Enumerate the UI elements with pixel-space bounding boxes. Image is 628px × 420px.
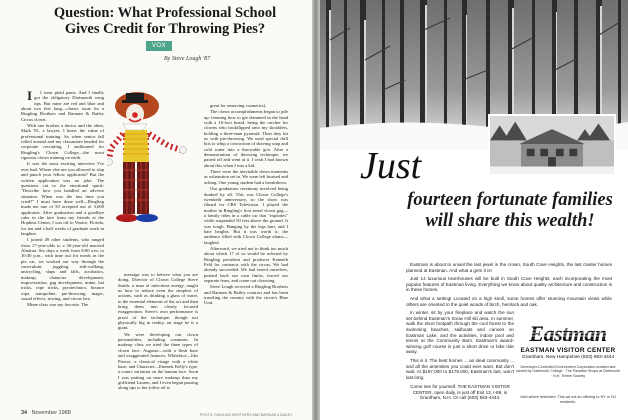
ad-paragraph: Just 14 luxurious townhouses will be built in South Cove Heights, each incorporating the most popular features of Eastman living. Everything we know about quality architecture and construction is in these homes. bbox=[406, 276, 612, 293]
article-paragraph bbox=[21, 90, 104, 122]
article-paragraph: Our graduation ceremony involved being dunked by all. This was Clown College's twentieth anniversary, so the show was filmed for CBS Television. I played the mother in Ringling's first aerial clown gag—a family rides in a cable car that "explodes" while suspended 50 feet above the ground. It was tough. Hanging by the legs hurt, and I hate heights. But it was worth it: the audience filled with Clown College alums—laughed. bbox=[204, 186, 288, 245]
void-notice: Void where restricted. This ad not an offering to NY or NJ residents. bbox=[520, 395, 616, 404]
article-paragraph: great for removing cosmetics). bbox=[210, 103, 267, 108]
article-column-2 bbox=[118, 272, 198, 406]
paragraph-text: I wear plaid pants. And I finally got the obligatory Dartmouth wing tips. But mine are red and blue and about two feet long—classic issue for a Ringling Brothers and Barnum & Bailey Circus clown. bbox=[21, 90, 104, 122]
article-column-1 bbox=[21, 90, 104, 406]
visitor-center-label: EASTMAN VISITOR CENTER bbox=[520, 347, 616, 354]
ad-paragraph: In winter, sit by your fireplace and watch the sun set behind Eastman's Snow Hill ski area. In summer, walk the short footpath through the cool forest to the swimming beaches, sailboats and canoes on Eastman Lake, and the activities, indoor pool and tennis at the Community Barn. Eastman's award-winning golf course is just a short drive or bike ride away. bbox=[406, 310, 514, 355]
article-paragraph: There were the inevitable down moments as exhaustion set in. We were left bruised and aching. One young student had a breakdown. bbox=[204, 169, 288, 185]
page-number: 34 bbox=[21, 410, 28, 416]
article-paragraph: We were developing our clown personalities, including costumes. In makeup class we tried the three types of clown face: Auguste—with a flesh base and exaggerated features; Whiteface—like Pierrot, a classical visage with a white base; and Character—Emmett Kelly's type, a comic variation on the human face. Soon I was putting on more makeup than my girlfriend Lauren, and I even began passing along tips to her (olive oil is bbox=[118, 331, 198, 391]
byline: By Steve Lough '87 bbox=[164, 56, 211, 62]
clown-photo bbox=[107, 90, 195, 272]
ad-paragraph: Eastman is about to unveil the last jewel in the crown, South Cove Heights, the last cluster homes planned at Eastman. And what a gem it is! bbox=[406, 262, 612, 273]
article-paragraph: Afterward, we tried not to think too much about which 17 of us would be selected by Ringling president and producer Kenneth Feld for contracts with the circus. We had already succeeded. We had tested ourselves, pushed back our own limits, forced our separate fears, and come out clowning. bbox=[204, 245, 288, 283]
article-paragraph: I joined 49 other students, who ranged from 17-year-olds to a 36-year-old married Alaskan. Six days a week from 8:00 a.m. to 10:30 p.m., with time out for meals in the pie car, we worked our way through the curriculum: juggling, stilt-walking, unicycling, slaps and falls, acrobatics, makeup, character development, improvisation, gag development, mime, bat tricks, rope tricks, pyrotechnics, bounce rope, trampoline, pie-throwing, magic, sound effects, sewing, and circus lore. bbox=[21, 237, 104, 302]
ad-paragraph: And what a setting! Located on a high knoll, some homes offer stunning mountain views while others are oriented to the quiet woods of birch, hemlock and oak. bbox=[406, 295, 612, 307]
issue-date: November 1988 bbox=[31, 410, 71, 416]
section-tag: VOX bbox=[146, 41, 172, 51]
right-page-advertisement bbox=[320, 0, 628, 420]
ad-callout: Come see for yourself. THE EASTMAN VISITOR CENTER, open daily, is just off Exit 13, I-89, in Grantham, N.H. Or call (603) 863-4444. bbox=[410, 384, 510, 401]
article-column-3 bbox=[204, 103, 288, 406]
ad-headline-just: Just bbox=[360, 145, 422, 187]
page-footer bbox=[21, 410, 71, 416]
visitor-center-address: Grantham, New Hampshire (603) 863-4444 bbox=[521, 355, 615, 360]
article-paragraph: With one brother a doctor and the other, Mark '81, a lawyer, I knew the value of professional training. So when senior fall rolled around and my classmates headed for corporate recruiting, I auditioned for Ringling's Clown College—the most rigorous clown training on earth. bbox=[21, 123, 104, 161]
ad-tagline: fourteen fortunate families will share this wealth! bbox=[407, 190, 613, 231]
article-paragraph: Mime class was my favorite. The bbox=[27, 302, 89, 308]
left-page bbox=[0, 0, 312, 420]
ad-paragraph: This is it. The best homes ... an ideal community ... and all the amenities you could ever want. But don't wait. At $167,000 to $179,000, Eastman's last, won't last long. bbox=[406, 357, 514, 380]
logo-text: Eastman bbox=[529, 322, 607, 346]
photo-credit: PHOTO: RINGLING BROTHERS AND BARNUM & BAILEY bbox=[200, 413, 293, 417]
eastman-logo bbox=[516, 322, 620, 346]
magazine-spine bbox=[312, 0, 320, 420]
developer-credits: Developer-Controlled Environment Corporation created and owned by Dartmouth College · The Paradise Shops at Dartmouth · N.H. Timber Society bbox=[516, 365, 620, 378]
article-headline: Question: What Professional School Gives Credit for Throwing Pies? bbox=[53, 5, 277, 37]
townhouse-photo bbox=[488, 114, 616, 176]
article-paragraph: The clown accomplishments began to pile up: learning how to get slammed in the head with a 16-foot board, being the catcher for clowns who backflipped onto my shoulders, holding a three-man pyramid. Then they hit us with pie-throwing. We used special drill bits to whip a concoction of shaving soap and cold water into a throwable goo. After a demonstration of throwing technique, we paired off and went at it. I wish I had known about this when I was a kid. bbox=[204, 109, 288, 168]
drop-cap: I bbox=[27, 90, 33, 103]
article-paragraph: It was the most exciting interview I've ever had. Where else are you allowed to slap and punch your fellow applicants? But the written application was no joke. The questions cut to the emotional quick: "Describe how you handled an adverse situation. When was the last time you cried?" I must have done well—Ringling made me one of 50 accepted out of 3,000 applicants. After graduation and a goodbye cake in the face from my friends at the Hopkins Center, I was off to Venice, Florida, for ten and a half weeks of graduate work in laughter. bbox=[21, 161, 104, 236]
article-paragraph: message was to believe what you are doing. Director of Clown College Steve Smith, a man of infectious energy, taught us how to reduce even the simplest of actions, such as drinking a glass of water, to the essential elements of the act and then bring them into clearly focused exaggeration. Steve's own performance is proof of the technique: though not physically big in reality, on stage he is a giant. bbox=[118, 272, 198, 331]
author-note: Steve Lough received a Ringling Brothers and Barnum & Bailey contract and has been traveling the country with the circus's Blue Unit. bbox=[204, 284, 288, 306]
